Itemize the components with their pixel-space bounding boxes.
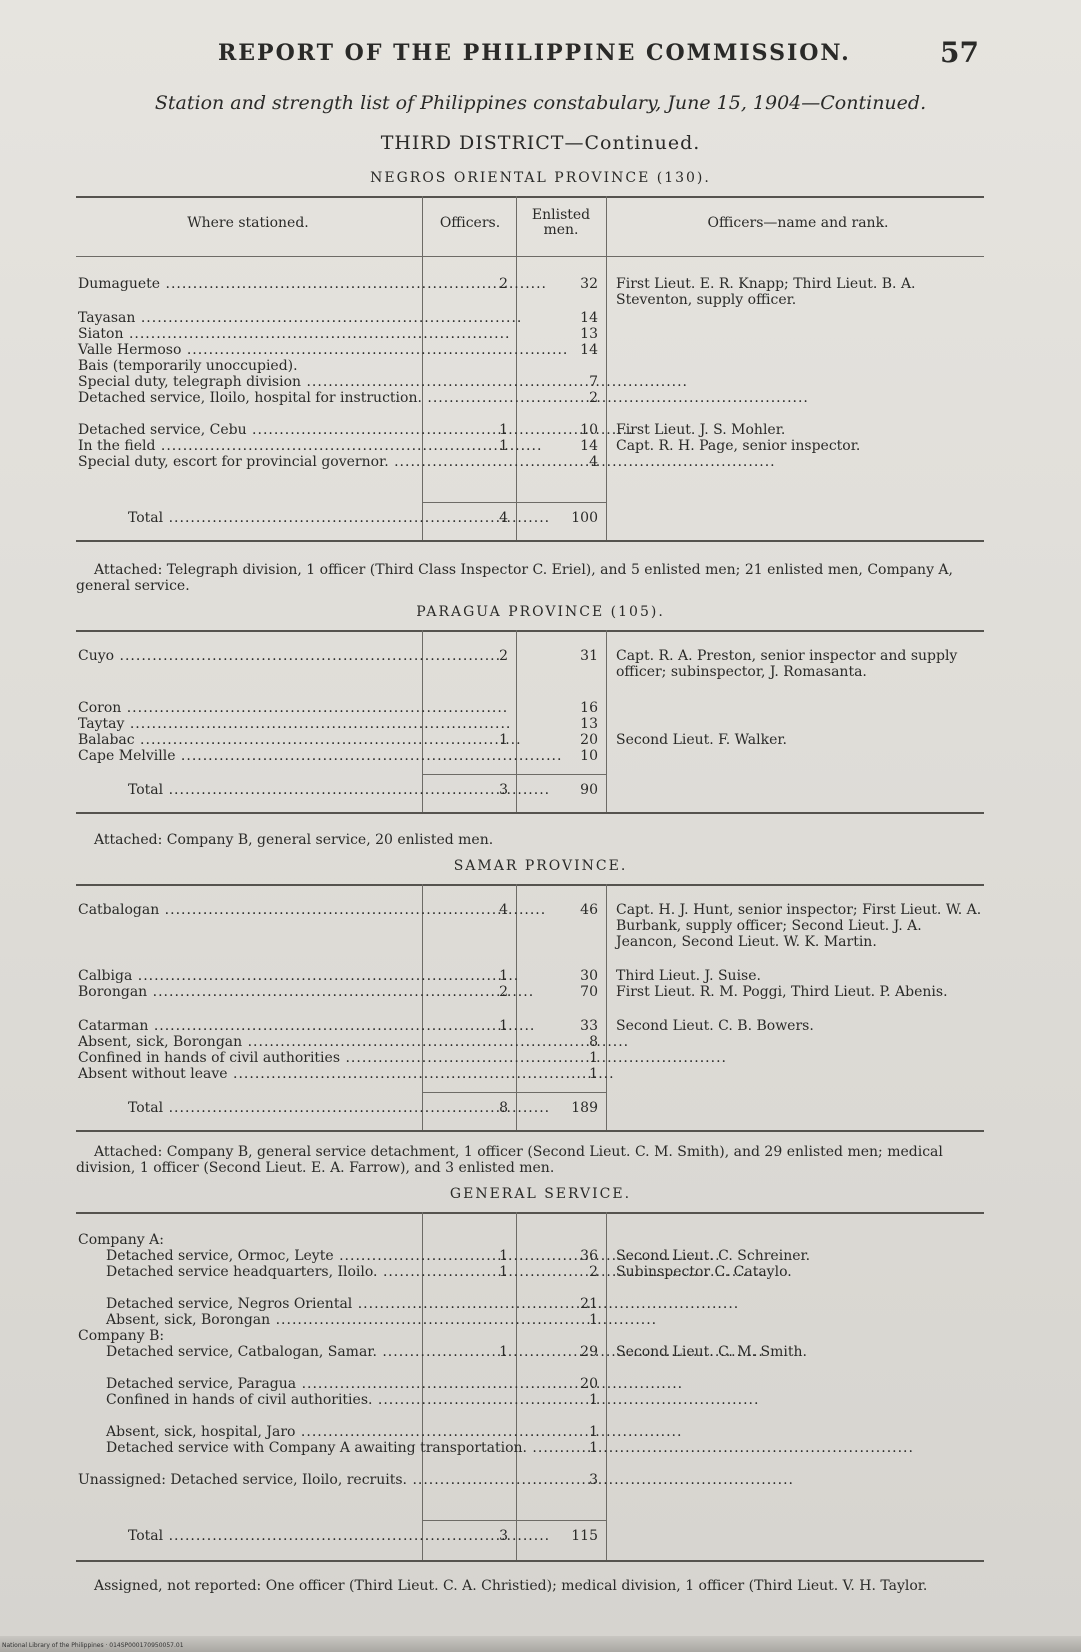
station-name (78, 968, 418, 984)
samar-total-rule-top (422, 1092, 606, 1093)
enlisted-count: 20 (580, 1376, 598, 1392)
enlisted-count: 2 (589, 1264, 598, 1280)
officer-names: Capt. R. A. Preston, senior inspector and supply officer; subinspector, J. Romasanta. (616, 648, 958, 680)
station-label: Detached service, Cebu ..... (78, 422, 634, 438)
officer-names: Second Lieut. C. M. Smith. (616, 1344, 807, 1360)
officer-names: Second Lieut. C. Schreiner. (616, 1248, 811, 1264)
negros-total-rule-top (422, 502, 606, 503)
negros-col-divider (422, 196, 423, 540)
total-label (78, 1528, 418, 1544)
station-label: Detached service, Catbalogan, Samar. ..... (106, 1344, 764, 1360)
station-label: Tayasan ..... (78, 310, 522, 326)
enlisted-count: 33 (580, 1018, 598, 1034)
station-label: Company A: (78, 1232, 164, 1248)
station-label: Company B: (78, 1328, 165, 1344)
station-label: Borongan ..... (78, 984, 534, 1000)
total-enlisted: 189 (571, 1100, 598, 1116)
station-label: Calbiga ..... (78, 968, 519, 984)
station-label: Detached service, Iloilo, hospital for instruction. ..... (78, 390, 809, 406)
station-name (78, 390, 422, 406)
total-label (78, 510, 418, 526)
station-label: Unassigned: Detached service, Iloilo, recruits. ..... (78, 1472, 794, 1488)
enlisted-count: 21 (580, 1296, 598, 1312)
officer-names: First Lieut. R. M. Poggi, Third Lieut. P. Abenis. (616, 984, 948, 1000)
negros-header-rule (76, 256, 984, 257)
enlisted-count: 70 (580, 984, 598, 1000)
station-name (78, 1034, 418, 1050)
station-label: Dumaguete ..... (78, 276, 547, 292)
enlisted-count: 16 (580, 700, 598, 716)
station-label: Detached service, Negros Oriental ..... (106, 1296, 739, 1312)
samar-title: SAMAR PROVINCE. (453, 858, 628, 874)
negros-bottom-rule (76, 540, 984, 542)
enlisted-count: 1 (589, 1392, 598, 1408)
enlisted-count: 13 (580, 326, 598, 342)
total-text: Total ..... (128, 510, 550, 526)
station-name (78, 1392, 418, 1408)
total-officers: 4 (499, 510, 508, 526)
paragua-col-divider (606, 630, 607, 812)
enlisted-count: 1 (589, 1050, 598, 1066)
station-name (78, 1018, 418, 1034)
officer-names: Second Lieut. F. Walker. (616, 732, 787, 748)
enlisted-count: 14 (580, 342, 598, 358)
total-enlisted: 100 (571, 510, 598, 526)
negros-title: NEGROS ORIENTAL PROVINCE (130). (370, 170, 711, 186)
col-header-names: Officers—name and rank. (707, 215, 889, 231)
station-label: Catbalogan ..... (78, 902, 546, 918)
enlisted-count: 2 (589, 390, 598, 406)
station-name (78, 1328, 418, 1344)
officers-count: 1 (499, 1018, 508, 1034)
samar-col-divider (606, 884, 607, 1130)
col-header-where: Where stationed. (187, 215, 309, 231)
officers-count: 1 (499, 438, 508, 454)
station-label: Absent, sick, Borongan ..... (106, 1312, 657, 1328)
officers-count: 1 (499, 968, 508, 984)
station-name (78, 342, 418, 358)
station-name (78, 454, 418, 470)
station-name (78, 358, 418, 374)
enlisted-count: 14 (580, 310, 598, 326)
officers-count: 2 (499, 648, 508, 664)
station-name (78, 1232, 418, 1248)
station-label: Confined in hands of civil authorities. ..... (106, 1392, 759, 1408)
total-label (78, 1100, 418, 1116)
officer-names: Third Lieut. J. Suise. (616, 968, 761, 984)
samar-bottom-rule (76, 1130, 984, 1132)
officer-names: Capt. H. J. Hunt, senior inspector; First Lieut. W. A. Burbank, supply officer; Second Lieut. J. A. Jeancon, Second Lieut. W. K. Martin. (616, 902, 982, 950)
paragua-title: PARAGUA PROVINCE (105). (416, 604, 665, 620)
station-name (78, 1440, 527, 1456)
paragua-note: Attached: Company B, general service, 20 enlisted men. (94, 832, 494, 848)
enlisted-count: 13 (580, 716, 598, 732)
station-label: Siaton ..... (78, 326, 510, 342)
station-label: Absent, sick, hospital, Jaro ..... (106, 1424, 682, 1440)
station-name (78, 310, 418, 326)
total-text: Total ..... (128, 1528, 550, 1544)
station-label: Valle Hermoso ..... (78, 342, 568, 358)
running-head (0, 38, 1081, 78)
general-top-rule (76, 1212, 984, 1214)
enlisted-count: 1 (589, 1312, 598, 1328)
station-label: Detached service, Paragua ..... (106, 1376, 683, 1392)
station-label: Balabac ..... (78, 732, 522, 748)
officer-names: Capt. R. H. Page, senior inspector. (616, 438, 861, 454)
negros-top-rule (76, 196, 984, 198)
district-heading: THIRD DISTRICT—Continued. (380, 132, 701, 154)
station-name (78, 326, 418, 342)
station-name (78, 1312, 418, 1328)
col-header-officers: Officers. (439, 215, 501, 231)
officers-count: 1 (499, 1264, 508, 1280)
station-name (78, 1248, 418, 1264)
report-title: REPORT OF THE PHILIPPINE COMMISSION. (218, 40, 851, 66)
enlisted-count: 46 (580, 902, 598, 918)
paragua-bottom-rule (76, 812, 984, 814)
samar-col-divider (422, 884, 423, 1130)
enlisted-count: 30 (580, 968, 598, 984)
total-text: Total ..... (128, 782, 550, 798)
total-officers: 3 (499, 1528, 508, 1544)
paragua-top-rule (76, 630, 984, 632)
station-label: Detached service, Ormoc, Leyte ..... (106, 1248, 721, 1264)
officer-names: Second Lieut. C. B. Bowers. (616, 1018, 814, 1034)
station-label: Bais (temporarily unoccupied). (78, 358, 298, 374)
enlisted-count: 7 (589, 374, 598, 390)
station-name (78, 1296, 418, 1312)
officers-count: 4 (499, 902, 508, 918)
negros-col-divider (606, 196, 607, 540)
station-label: Confined in hands of civil authorities ..... (78, 1050, 727, 1066)
enlisted-count: 1 (589, 1440, 598, 1456)
enlisted-count: 14 (580, 438, 598, 454)
station-name (78, 732, 418, 748)
enlisted-count: 1 (589, 1424, 598, 1440)
officers-count: 1 (499, 1344, 508, 1360)
enlisted-count: 10 (580, 748, 598, 764)
officers-count: 2 (499, 276, 508, 292)
officer-names: Subinspector C. Cataylo. (616, 1264, 792, 1280)
station-label: Coron ..... (78, 700, 508, 716)
samar-top-rule (76, 884, 984, 886)
scan-credit: National Library of the Philippines · 014SP000170950057.01 (2, 1642, 184, 1649)
station-label: Absent, sick, Borongan ..... (78, 1034, 629, 1050)
station-name (78, 902, 418, 918)
station-name (78, 422, 418, 438)
samar-note: Attached: Company B, general service detachment, 1 officer (Second Lieut. C. M. Smith), and 29 enlisted men; medical division, 1 officer (Second Lieut. E. A. Farrow), and 3 enlisted men. (76, 1144, 943, 1176)
enlisted-count: 20 (580, 732, 598, 748)
officers-count: 1 (499, 422, 508, 438)
general-note: Assigned, not reported: One officer (Third Lieut. C. A. Christied); medical division, 1 officer (Third Lieut. V. H. Taylor. (94, 1578, 928, 1594)
negros-col-divider (516, 196, 517, 540)
enlisted-count: 29 (580, 1344, 598, 1360)
enlisted-count: 3 (589, 1472, 598, 1488)
total-officers: 3 (499, 782, 508, 798)
station-name (78, 1066, 418, 1082)
station-label: Cape Melville ..... (78, 748, 562, 764)
general-bottom-rule (76, 1560, 984, 1562)
station-name (78, 1376, 418, 1392)
station-label: Detached service with Company A awaiting transportation. ..... (106, 1440, 914, 1456)
station-label: Taytay ..... (78, 716, 511, 732)
enlisted-count: 31 (580, 648, 598, 664)
station-name (78, 374, 418, 390)
enlisted-count: 4 (589, 454, 598, 470)
enlisted-count: 1 (589, 1066, 598, 1082)
enlisted-count: 32 (580, 276, 598, 292)
samar-col-divider (516, 884, 517, 1130)
officers-count: 1 (499, 732, 508, 748)
station-name (78, 984, 418, 1000)
station-label: Special duty, escort for provincial governor. ..... (78, 454, 776, 470)
station-name (78, 716, 418, 732)
station-name (78, 1424, 418, 1440)
station-name (78, 1344, 418, 1360)
station-name (78, 1472, 418, 1488)
general-total-rule-top (422, 1520, 606, 1521)
total-officers: 8 (499, 1100, 508, 1116)
station-name (78, 1050, 418, 1066)
station-name (78, 700, 418, 716)
station-label: In the field ..... (78, 438, 542, 454)
enlisted-count: 36 (580, 1248, 598, 1264)
enlisted-count: 10 (580, 422, 598, 438)
station-label: Detached service headquarters, Iloilo. ..... (106, 1264, 764, 1280)
station-name (78, 276, 418, 292)
station-name (78, 748, 418, 764)
total-label (78, 782, 418, 798)
officer-names: First Lieut. E. R. Knapp; Third Lieut. B. A. Steventon, supply officer. (616, 276, 916, 308)
officers-count: 1 (499, 1248, 508, 1264)
negros-note: Attached: Telegraph division, 1 officer (Third Class Inspector C. Eriel), and 5 enlisted men; 21 enlisted men, Company A, general service. (76, 562, 953, 594)
total-enlisted: 90 (580, 782, 598, 798)
col-header-enlisted: Enlisted men. (531, 207, 591, 238)
station-label: Absent without leave ..... (78, 1066, 615, 1082)
enlisted-count: 8 (589, 1034, 598, 1050)
general-title: GENERAL SERVICE. (449, 1186, 632, 1202)
table-caption: Station and strength list of Philippines constabulary, June 15, 1904—Continued. (154, 92, 927, 114)
station-name (78, 648, 418, 664)
paragua-total-rule-top (422, 774, 606, 775)
total-enlisted: 115 (571, 1528, 598, 1544)
station-label: Cuyo ..... (78, 648, 501, 664)
station-name (78, 1264, 418, 1280)
station-name (78, 438, 418, 454)
officer-names: First Lieut. J. S. Mohler. (616, 422, 786, 438)
page-number: 57 (940, 36, 979, 69)
station-label: Catarman ..... (78, 1018, 535, 1034)
station-label: Special duty, telegraph division ..... (78, 374, 688, 390)
total-text: Total ..... (128, 1100, 550, 1116)
officers-count: 2 (499, 984, 508, 1000)
